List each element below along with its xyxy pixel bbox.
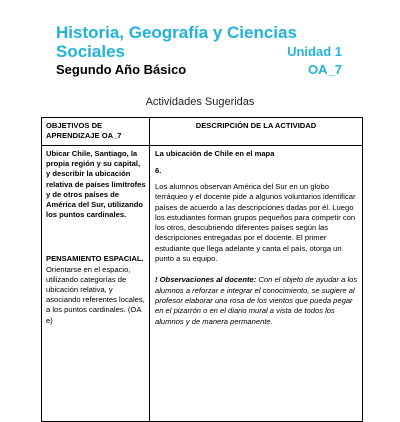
unit-label: Unidad 1 bbox=[287, 44, 342, 59]
table-row bbox=[42, 146, 363, 422]
table-header-row bbox=[42, 118, 363, 146]
description-cell bbox=[150, 146, 363, 422]
observation-label: ! Observaciones al docente: bbox=[155, 275, 257, 285]
objectives-header: OBJETIVOS DE APRENDIZAJE OA_7 bbox=[42, 118, 150, 146]
activity-description: Los alumnos observan América del Sur en un globo terráqueo y el docente pide a algunos voluntarios identificar países de acuerdo a las descripciones dadas por él. Luego los estudiantes forman grupos pequeños para competir con los otros, descubriendo diferentes países según las descripciones entregadas por el docente. El primer estudiante que llega adelante y canta el país, otorga un punto a su equipo. bbox=[155, 182, 356, 264]
learning-objective: Ubicar Chile, Santiago, la propia región y su capital, y describir la ubicación relativa de países limítrofes y de otros países de América del Sur, utilizando los puntos cardinales. bbox=[46, 149, 146, 220]
skill-label: PENSAMIENTO ESPACIAL. bbox=[46, 254, 144, 264]
description-header: DESCRIPCIÓN DE LA ACTIVIDAD bbox=[150, 118, 363, 146]
skill-block bbox=[46, 254, 146, 325]
skill-text: Orientarse en el espacio, utilizando categorías de ubicación relativa, y asociando referentes locales, a los puntos cardinales. (OA e) bbox=[46, 264, 145, 325]
objectives-cell bbox=[42, 146, 150, 422]
activity-number: 6. bbox=[155, 166, 162, 175]
observation-text: Con el objeto de ayudar a los alumnos a reforzar e integrar el conocimiento, se sugiere al profesor elaborar una rosa de los vientos que pueda pegar en el pizarrón o en el diario mural a vista de todos los alumnos y de manera permanente. bbox=[155, 275, 358, 326]
grade-label: Segundo Año Básico bbox=[56, 62, 187, 77]
activities-table bbox=[41, 117, 363, 422]
oa-label: OA_7 bbox=[308, 62, 342, 77]
section-title: Actividades Sugeridas bbox=[145, 96, 255, 108]
document-title-line1: Historia, Geografía y Ciencias bbox=[56, 23, 297, 42]
activity-title: La ubicación de Chile en el mapa bbox=[155, 149, 275, 158]
teacher-observation bbox=[155, 275, 358, 326]
document-title-line2: Sociales bbox=[56, 42, 125, 61]
